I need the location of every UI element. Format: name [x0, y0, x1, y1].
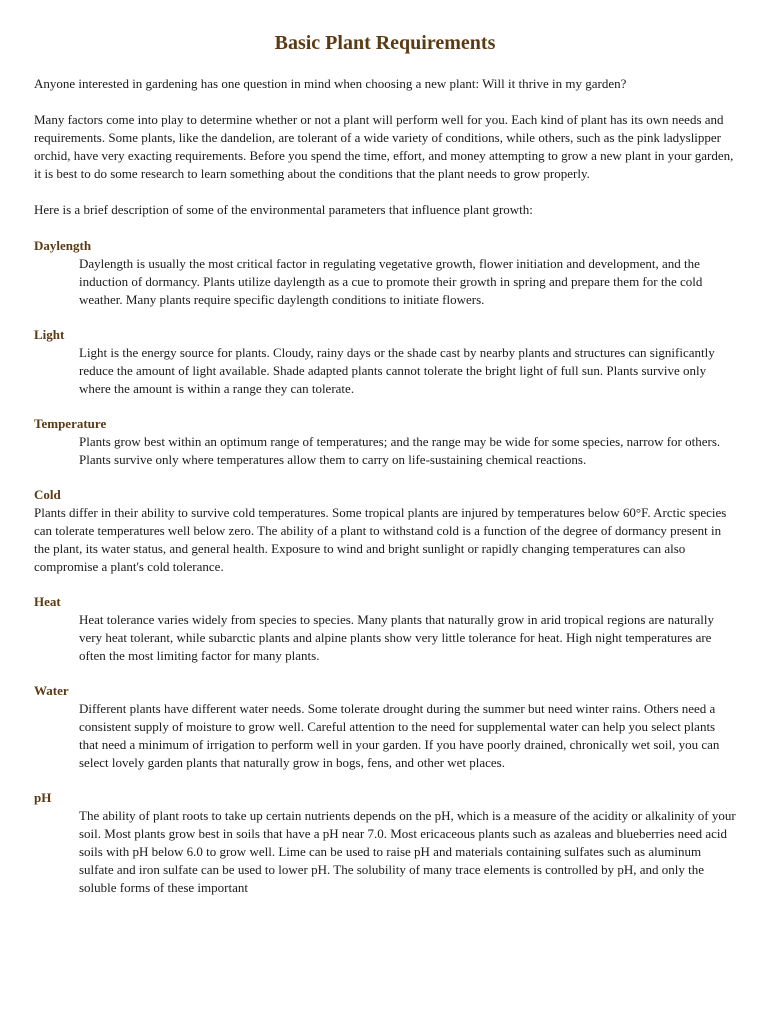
section-text: Daylength is usually the most critical factor in regulating vegetative growth, flower initiation and development, and the induction of dormancy. Plants utilize daylength as a cue to promote their growth in spring and prepare them for the cold weather. Many plants require specific daylength conditions to initiate flowers.	[79, 256, 703, 307]
section-heading: Water	[34, 683, 69, 698]
section-heading: Heat	[34, 594, 61, 609]
intro-paragraph: Anyone interested in gardening has one question in mind when choosing a new plant: Will it thrive in my garden?	[34, 76, 627, 91]
section-text: Plants differ in their ability to survive cold temperatures. Some tropical plants are injured by temperatures below 60°F. Arctic species can tolerate temperatures well below zero. The ability of a plant to withstand cold is a function of the degree of dormancy present in the plant, its water status, and general health. Exposure to wind and bright sunlight or rapidly changing temperatures can also compromise a plant's cold tolerance.	[34, 505, 727, 574]
section-water	[34, 682, 736, 772]
section-heading: Light	[34, 327, 65, 342]
section-cold	[34, 486, 736, 576]
section-heat	[34, 593, 736, 665]
section-text: The ability of plant roots to take up certain nutrients depends on the pH, which is a measure of the acidity or alkalinity of your soil. Most plants grow best in soils that have a pH near 7.0. Most ericaceous plants such as azaleas and blueberries need acid soils with pH below 6.0 to grow well. Lime can be used to raise pH and materials containing sulfates such as aluminum sulfate and iron sulfate can be used to lower pH. The solubility of many trace elements is controlled by pH, and only the soluble forms of these important	[79, 808, 736, 895]
page-title: Basic Plant Requirements	[274, 32, 496, 54]
section-text: Different plants have different water needs. Some tolerate drought during the summer but need winter rains. Others need a consistent supply of moisture to grow well. Careful attention to the need for supplemental water can help you select plants that need a minimum of irrigation to perform well in your garden. If you have poorly drained, chronically wet soil, you can select lovely garden plants that naturally grow in bogs, fens, and other wet places.	[79, 701, 720, 770]
intro-paragraph: Here is a brief description of some of the environmental parameters that influence plant growth:	[34, 202, 533, 217]
section-heading: Daylength	[34, 238, 92, 253]
section-temperature	[34, 415, 736, 469]
section-text: Light is the energy source for plants. Cloudy, rainy days or the shade cast by nearby plants and structures can significantly reduce the amount of light available. Shade adapted plants cannot tolerate the bright light of full sun. Plants survive only where the amount is within a range they can tolerate.	[79, 345, 715, 396]
section-ph	[34, 789, 736, 897]
section-text: Plants grow best within an optimum range of temperatures; and the range may be wide for some species, narrow for others. Plants survive only where temperatures allow them to carry on life-sustaining chemical reactions.	[79, 434, 721, 467]
section-heading: Temperature	[34, 416, 107, 431]
section-light	[34, 326, 736, 398]
section-daylength	[34, 237, 736, 309]
section-heading: pH	[34, 790, 52, 805]
section-text: Heat tolerance varies widely from species to species. Many plants that naturally grow in arid tropical regions are naturally very heat tolerant, while subarctic plants and alpine plants show very little tolerance for heat. High night temperatures are often the most limiting factor for many plants.	[79, 612, 714, 663]
intro-paragraph: Many factors come into play to determine whether or not a plant will perform well for you. Each kind of plant has its own needs and requirements. Some plants, like the dandelion, are tolerant of a wide variety of conditions, while others, such as the pink ladyslipper orchid, have very exacting requirements. Before you spend the time, effort, and money attempting to grow a new plant in your garden, it is best to do some research to learn something about the conditions that the plant needs to grow properly.	[34, 112, 734, 181]
section-heading: Cold	[34, 487, 61, 502]
